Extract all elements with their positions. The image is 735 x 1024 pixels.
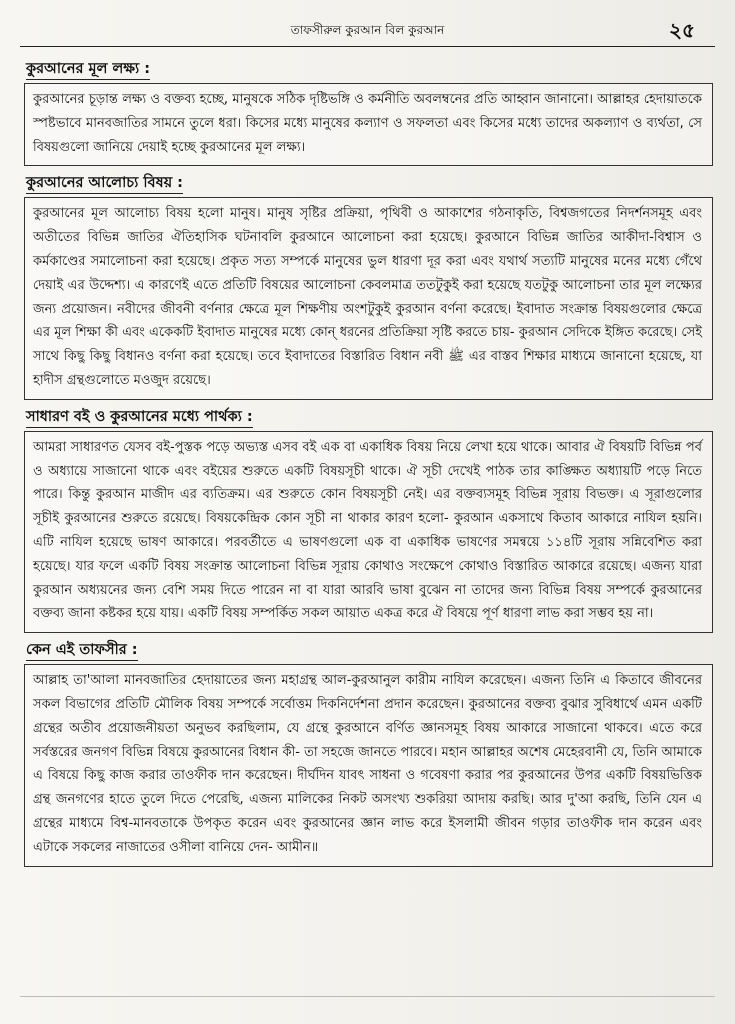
section-subject-matter [24, 172, 713, 399]
section-body: কুরআনের মূল আলোচ্য বিষয় হলো মানুষ। মানুষ সৃষ্টির প্রক্রিয়া, পৃথিবী ও আকাশের গঠনাকৃতি, বিশ্বজগতের নিদর্শনসমূহ এবং অতীতের বিভিন্ন জাতির ঐতিহাসিক ঘটনাবলি কুরআনে আলোচনা করা হয়েছে। কুরআনে বিভিন্ন জাতির আকীদা-বিশ্বাস ও কর্মকাণ্ডের সমালোচনা করা হয়েছে। প্রকৃত সত্য সম্পর্কে মানুষের ভুল ধারণা দূর করা এবং যথার্থ সত্যটি মানুষের মনের মধ্যে গেঁথে দেয়াই এর উদ্দেশ্য। এ কারণেই এতে প্রতিটি বিষয়ের আলোচনা কেবলমাত্র ততটুকুই করা হয়েছে যতটুকু আলোচনা তার মূল লক্ষ্যের জন্য প্রয়োজন। নবীদের জীবনী বর্ণনার ক্ষেত্রে মূল শিক্ষণীয় অংশটুকুই কুরআন বর্ণনা করেছে। ইবাদাত সংক্রান্ত বিষয়গুলোর ক্ষেত্রে এর মূল শিক্ষা কী এবং একেকটি ইবাদাত মানুষের মধ্যে কোন্ ধরনের প্রতিক্রিয়া সৃষ্টি করতে চায়- কুরআন সেদিকে ইঙ্গিত করেছে। সেই সাথে কিছু কিছু বিধানও বর্ণনা করা হয়েছে। তবে ইবাদাতের বিস্তারিত বিধান নবী ﷺ এর বাস্তব শিক্ষার মাধ্যমে জানানো হয়েছে, যা হাদীস গ্রন্থগুলোতে মওজুদ রয়েছে। [24, 197, 713, 399]
page-header [20, 14, 715, 47]
running-title: তাফসীরুল কুরআন বিল কুরআন [290, 23, 445, 37]
page-number: ২৫ [669, 18, 695, 42]
page-bottom-rule [20, 996, 715, 997]
section-why-this-tafsir [24, 639, 713, 866]
section-body: আমরা সাধারণত যেসব বই-পুস্তক পড়ে অভ্যস্ত এসব বই এক বা একাধিক বিষয় নিয়ে লেখা হয়ে থাকে। আবার ঐ বিষয়টি বিভিন্ন পর্ব ও অধ্যায়ে সাজানো থাকে এবং বইয়ের শুরুতে একটি বিষয়সূচী থাকে। ঐ সূচী দেখেই পাঠক তার কাঙ্ক্ষিত অধ্যায়টি পড়ে নিতে পারে। কিন্তু কুরআন মাজীদ এর ব্যতিক্রম। এর শুরুতে কোন বিষয়সূচী নেই। এর বক্তব্যসমূহ বিভিন্ন সূরায় বিভক্ত। এ সূরাগুলোর সূচীই কুরআনের শুরুতে রয়েছে। বিষয়কেন্দ্রিক কোন সূচী না থাকার কারণ হলো- কুরআন একসাথে কিতাব আকারে নাযিল হয়নি। এটি নাযিল হয়েছে ভাষণ আকারে। পরবর্তীতে এ ভাষণগুলো এক বা একাধিক ভাষণের সমন্বয়ে ১১৪টি সূরায় সন্নিবেশিত করা হয়েছে। যার ফলে একটি বিষয় সংক্রান্ত আলোচনা বিভিন্ন সূরায় কোথাও সংক্ষেপে কোথাও বিস্তারিত আকারে রয়েছে। এজন্য যারা কুরআন অধ্যয়নের জন্য বেশি সময় দিতে পারেন না বা যারা আরবি ভাষা বুঝেন না তাদের জন্য বিভিন্ন বিষয় সম্পর্কে কুরআনের বক্তব্য জানা কষ্টকর হয়ে যায়। একটি বিষয় সম্পর্কিত সকল আয়াত একত্র করে ঐ বিষয়ে পূর্ণ ধারণা লাভ করা সম্ভব হয় না। [24, 431, 713, 633]
section-difference [24, 406, 713, 633]
section-heading: কেন এই তাফসীর : [26, 640, 138, 661]
section-main-goal [24, 58, 713, 166]
page-content [24, 58, 713, 873]
section-heading: কুরআনের মূল লক্ষ্য : [26, 59, 150, 80]
section-body: কুরআনের চূড়ান্ত লক্ষ্য ও বক্তব্য হচ্ছে, মানুষকে সঠিক দৃষ্টিভঙ্গি ও কর্মনীতি অবলম্বনের প্রতি আহ্বান জানানো। আল্লাহর হেদায়াতকে স্পষ্টভাবে মানবজাতির সামনে তুলে ধরা। কিসের মধ্যে মানুষের কল্যাণ ও সফলতা এবং কিসের মধ্যে তাদের অকল্যাণ ও ব্যর্থতা, সে বিষয়গুলো জানিয়ে দেয়াই হচ্ছে কুরআনের মূল লক্ষ্য। [24, 83, 713, 166]
section-heading: কুরআনের আলোচ্য বিষয় : [26, 173, 183, 194]
section-heading: সাধারণ বই ও কুরআনের মধ্যে পার্থক্য : [26, 407, 253, 428]
section-body: আল্লাহ তা'আলা মানবজাতির হেদায়াতের জন্য মহাগ্রন্থ আল-কুরআনুল কারীম নাযিল করেছেন। এজন্য তিনি এ কিতাবে জীবনের সকল বিভাগের প্রতিটি মৌলিক বিষয় সম্পর্কে সর্বোত্তম দিকনির্দেশনা প্রদান করেছেন। কুরআনের বক্তব্য বুঝার সুবিধার্থে এমন একটি গ্রন্থের অতীব প্রয়োজনীয়তা অনুভব করছিলাম, যে গ্রন্থে কুরআনে বর্ণিত জ্ঞানসমূহ বিষয় আকারে সাজানো থাকবে। এতে করে সর্বস্তরের জনগণ বিভিন্ন বিষয়ে কুরআনের বিধান কী- তা সহজে জানতে পারবে। মহান আল্লাহর অশেষ মেহেরবানী যে, তিনি আমাকে এ বিষয়ে কিছু কাজ করার তাওফীক দান করেছেন। দীর্ঘদিন যাবৎ সাধনা ও গবেষণা করার পর কুরআনের উপর একটি বিষয়ভিত্তিক গ্রন্থ জনগণের হাতে তুলে দিতে পেরেছি, এজন্য মালিকের নিকট অসংখ্য শুকরিয়া আদায় করছি। আর দু'আ করছি, তিনি যেন এ গ্রন্থের মাধ্যমে বিশ্ব-মানবতাকে উপকৃত করেন এবং কুরআনের জ্ঞান লাভ করে ইসলামী জীবন গড়ার তাওফীক দান করেন এবং এটাকে সকলের নাজাতের ওসীলা বানিয়ে দেন- আমীন॥ [24, 664, 713, 866]
